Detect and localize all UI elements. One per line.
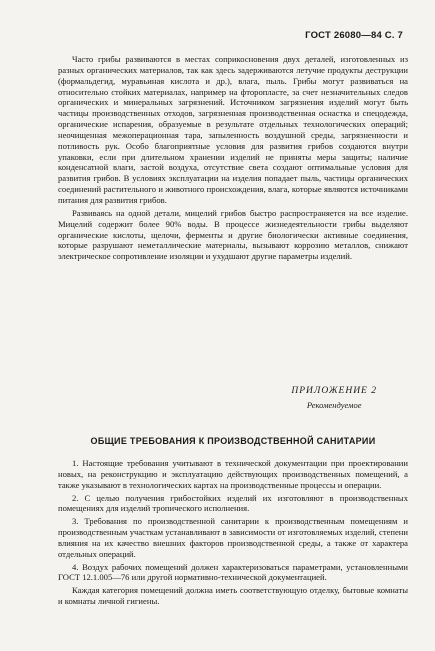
requirement-item: 1. Настоящие требования учитывают в технической документации при проектировании новых, на реконструкцию и эксплуатацию действующих производственных помещений, а также указывают в технологических картах на производственные процессы и операции. [58,458,408,490]
section-title: ОБЩИЕ ТРЕБОВАНИЯ К ПРОИЗВОДСТВЕННОЙ САНИТАРИИ [90,436,376,446]
requirement-item: 4. Воздух рабочих помещений должен характеризоваться параметрами, установленными ГОСТ 12.1.005—76 или другой нормативно-технической документацией. [58,561,408,583]
requirements-list [58,458,408,607]
paragraph: Часто грибы развиваются в местах соприкосновения двух деталей, изготовленных из разных органических материалов, так как здесь задерживаются летучие продукты деструкции (формальдегид, муравьиная кислота и др.), влага, пыль. Грибы могут развиваться на относительно стойких материалах, например на фторопласте, за счет незначительных следов органических и минеральных загрязнений. Источником загрязнения изделий могут быть частицы производственных отходов, загрязненная производственная оснастка и спецодежда, органические испарения, образуемые в результате отдельных технологических операций; неочищенная межоперационная тара, запыленность воздушной среды, загрязненности и потливость рук. Особо благоприятные условия для развития грибов создаются внутри упаковки, если при длительном хранении изделий не приняты меры защиты; наличие конденсатной влаги, застой воздуха, отсутствие света создают оптимальные условия для развития грибов. В условиях эксплуатации на изделия попадает пыль, частицы органических соединений растительного и животного происхождения, влага, которые являются источниками питания для развития грибов. [58,54,408,205]
requirement-item: Каждая категория помещений должна иметь соответствующую отделку, бытовые комнаты и комнаты личной гигиены. [58,585,408,607]
paragraph: Развиваясь на одной детали, мицелий грибов быстро распространяется на все изделие. Мицелий содержит более 90% воды. В процессе жизнедеятельности грибы выделяют органические кислоты, щелочи, ферменты и другие биологически активные соединения, которые разрушают неметаллические материалы, вызывают коррозию металлов, снижают электрическое сопротивление изоляции и ухудшают другие параметры изделий. [58,207,408,262]
body-text [58,54,408,262]
page-header: ГОСТ 26080—84 С. 7 [305,30,403,41]
appendix-label [291,386,377,410]
appendix-status: Рекомендуемое [306,400,362,410]
appendix-title: ПРИЛОЖЕНИЕ 2 [291,386,377,396]
requirement-item: 2. С целью получения грибостойких изделий их изготовляют в производственных помещениях для изделий тропического исполнения. [58,492,408,514]
requirement-item: 3. Требования по производственной санитарии к производственным помещениям и производственным участкам устанавливают в зависимости от изготовляемых изделий, степени влияния на их качество внешних факторов производственной среды, а также от характера отдельных операций. [58,516,408,559]
